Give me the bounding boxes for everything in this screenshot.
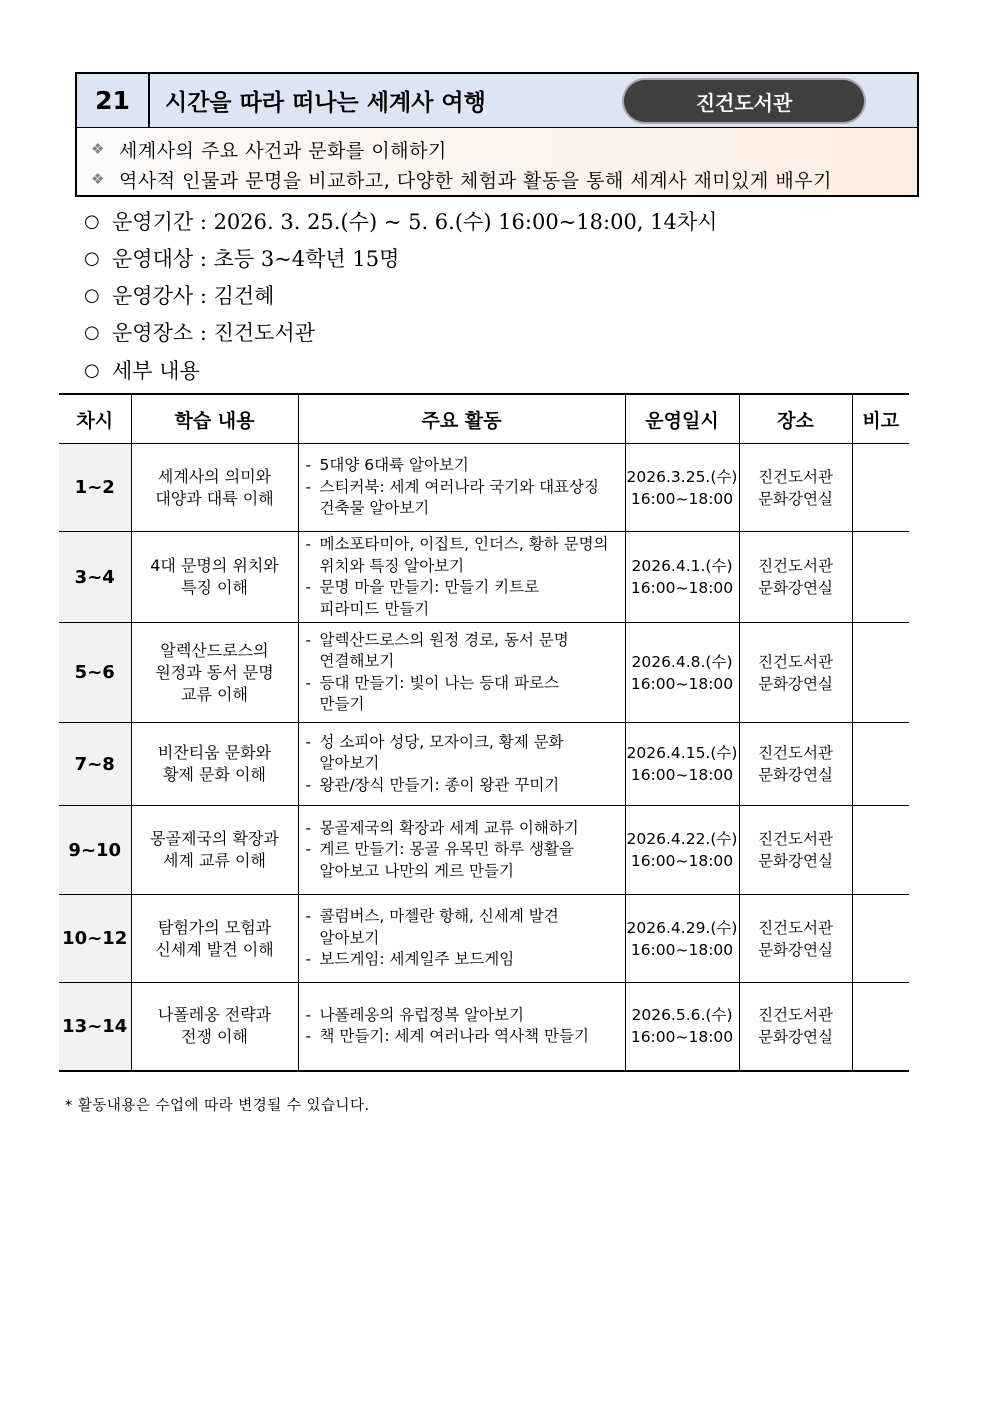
note-cell [852,623,909,723]
program-objectives [77,128,917,195]
activity-item: - 보드게임: 세계일주 보드게임 [306,949,625,971]
program-header [75,72,919,197]
place-cell: 진건도서관 문화강연실 [739,532,852,623]
info-instructor [84,278,274,312]
activity-text: 문명 마을 만들기: 만들기 키트로 피라미드 만들기 [319,578,540,618]
objective-text: 역사적 인물과 문명을 비교하고, 다양한 체험과 활동을 통해 세계사 재미있게 배우기 [119,169,832,192]
table-row [59,623,909,723]
place-cell: 진건도서관 문화강연실 [739,895,852,983]
objective-item [91,134,447,164]
activities-cell [298,983,625,1071]
activity-item: - 왕관/장식 만들기: 종이 왕관 꾸미기 [306,775,625,797]
activity-item: - 5대양 6대륙 알아보기 [306,455,625,477]
info-text: 운영강사 : 김건혜 [112,284,275,308]
activity-item: - 콜럼버스, 마젤란 항해, 신세계 발견 알아보기 [306,906,625,949]
activity-item: - 알렉산드로스의 원정 경로, 동서 문명 연결해보기 [306,630,625,673]
library-badge: 진건도서관 [624,80,864,122]
diamond-bullet-icon: ❖ [91,140,105,158]
activity-item: - 몽골제국의 확장과 세계 교류 이해하기 [306,818,625,840]
activity-text: 성 소피아 성당, 모자이크, 황제 문화 알아보기 [319,732,564,773]
activity-item: - 나폴레옹의 유럽정복 알아보기 [306,1005,625,1027]
session-cell: 10~12 [59,895,131,983]
circle-bullet-icon: ○ [84,247,100,269]
topic-cell: 비잔티움 문화와 황제 문화 이해 [131,723,298,806]
info-location [84,315,315,349]
activity-item: - 메소포타미아, 이집트, 인더스, 황하 문명의 위치와 특징 알아보기 [306,534,625,577]
footnote: * 활동내용은 수업에 따라 변경될 수 있습니다. [65,1098,370,1114]
info-period [84,204,717,238]
table-header-row [59,394,909,444]
table-row [59,532,909,623]
date-cell: 2026.3.25.(수) 16:00~18:00 [625,444,739,532]
column-header: 비고 [852,394,909,444]
session-cell: 1~2 [59,444,131,532]
topic-cell: 4대 문명의 위치와 특징 이해 [131,532,298,623]
activity-item: - 성 소피아 성당, 모자이크, 황제 문화 알아보기 [306,732,625,775]
date-cell: 2026.4.22.(수) 16:00~18:00 [625,806,739,895]
activity-text: 몽골제국의 확장과 세계 교류 이해하기 [319,818,579,837]
topic-cell: 탐험가의 모험과 신세계 발견 이해 [131,895,298,983]
objective-text: 세계사의 주요 사건과 문화를 이해하기 [119,139,447,162]
info-text: 운영기간 : 2026. 3. 25.(수) ~ 5. 6.(수) 16:00~18:00, 14차시 [112,210,718,234]
activity-text: 메소포타미아, 이집트, 인더스, 황하 문명의 위치와 특징 알아보기 [319,535,609,575]
session-cell: 3~4 [59,532,131,623]
table-row [59,723,909,806]
program-title-bar [77,74,917,128]
activities-cell [298,532,625,623]
activity-text: 5대양 6대륙 알아보기 [319,456,469,475]
activity-item: - 문명 마을 만들기: 만들기 키트로 피라미드 만들기 [306,577,625,620]
info-text: 운영장소 : 진건도서관 [112,321,315,345]
date-cell: 2026.5.6.(수) 16:00~18:00 [625,983,739,1071]
column-header: 장소 [739,394,852,444]
session-cell: 9~10 [59,806,131,895]
place-cell: 진건도서관 문화강연실 [739,623,852,723]
circle-bullet-icon: ○ [84,321,100,343]
activity-text: 알렉산드로스의 원정 경로, 동서 문명 연결해보기 [319,630,569,670]
place-cell: 진건도서관 문화강연실 [739,806,852,895]
program-title: 시간을 따라 떠나는 세계사 여행 [165,90,486,116]
topic-cell: 나폴레옹 전략과 전쟁 이해 [131,983,298,1071]
info-details [84,353,200,387]
note-cell [852,532,909,623]
topic-cell: 세계사의 의미와 대양과 대륙 이해 [131,444,298,532]
activity-text: 왕관/장식 만들기: 종이 왕관 꾸미기 [319,775,560,794]
circle-bullet-icon: ○ [84,359,100,381]
column-header: 차시 [59,394,131,444]
activity-item: - 책 만들기: 세계 여러나라 역사책 만들기 [306,1026,625,1048]
diamond-bullet-icon: ❖ [91,170,105,188]
session-cell: 13~14 [59,983,131,1071]
date-cell: 2026.4.29.(수) 16:00~18:00 [625,895,739,983]
place-cell: 진건도서관 문화강연실 [739,444,852,532]
column-header: 운영일시 [625,394,739,444]
activity-item: - 스티커북: 세계 여러나라 국기와 대표상징 건축물 알아보기 [306,477,625,520]
activity-item: - 게르 만들기: 몽골 유목민 하루 생활을 알아보고 나만의 게르 만들기 [306,839,625,882]
table-row [59,983,909,1071]
session-cell: 7~8 [59,723,131,806]
date-cell: 2026.4.8.(수) 16:00~18:00 [625,623,739,723]
date-cell: 2026.4.15.(수) 16:00~18:00 [625,723,739,806]
activities-cell [298,444,625,532]
schedule-table [59,393,909,1072]
place-cell: 진건도서관 문화강연실 [739,723,852,806]
activities-cell [298,723,625,806]
note-cell [852,895,909,983]
activity-text: 책 만들기: 세계 여러나라 역사책 만들기 [319,1027,589,1046]
table-row [59,806,909,895]
circle-bullet-icon: ○ [84,210,100,232]
activity-item: - 등대 만들기: 빛이 나는 등대 파로스 만들기 [306,673,625,716]
note-cell [852,444,909,532]
activity-text: 게르 만들기: 몽골 유목민 하루 생활을 알아보고 나만의 게르 만들기 [319,840,574,880]
table-row [59,444,909,532]
activity-text: 보드게임: 세계일주 보드게임 [319,950,515,969]
program-number: 21 [77,74,150,127]
place-cell: 진건도서관 문화강연실 [739,983,852,1071]
circle-bullet-icon: ○ [84,284,100,306]
date-cell: 2026.4.1.(수) 16:00~18:00 [625,532,739,623]
topic-cell: 알렉산드로스의 원정과 동서 문명 교류 이해 [131,623,298,723]
table-row [59,895,909,983]
activity-text: 등대 만들기: 빛이 나는 등대 파로스 만들기 [319,673,559,713]
note-cell [852,723,909,806]
activities-cell [298,806,625,895]
info-text: 운영대상 : 초등 3~4학년 15명 [112,247,400,271]
activity-text: 스티커북: 세계 여러나라 국기와 대표상징 건축물 알아보기 [319,477,599,518]
session-cell: 5~6 [59,623,131,723]
note-cell [852,983,909,1071]
column-header: 주요 활동 [298,394,625,444]
info-text: 세부 내용 [112,359,200,383]
info-target [84,241,399,275]
activities-cell [298,895,625,983]
objective-item [91,164,832,194]
note-cell [852,806,909,895]
activity-text: 콜럼버스, 마젤란 항해, 신세계 발견 알아보기 [319,907,559,947]
activities-cell [298,623,625,723]
column-header: 학습 내용 [131,394,298,444]
topic-cell: 몽골제국의 확장과 세계 교류 이해 [131,806,298,895]
activity-text: 나폴레옹의 유럽정복 알아보기 [319,1005,525,1024]
